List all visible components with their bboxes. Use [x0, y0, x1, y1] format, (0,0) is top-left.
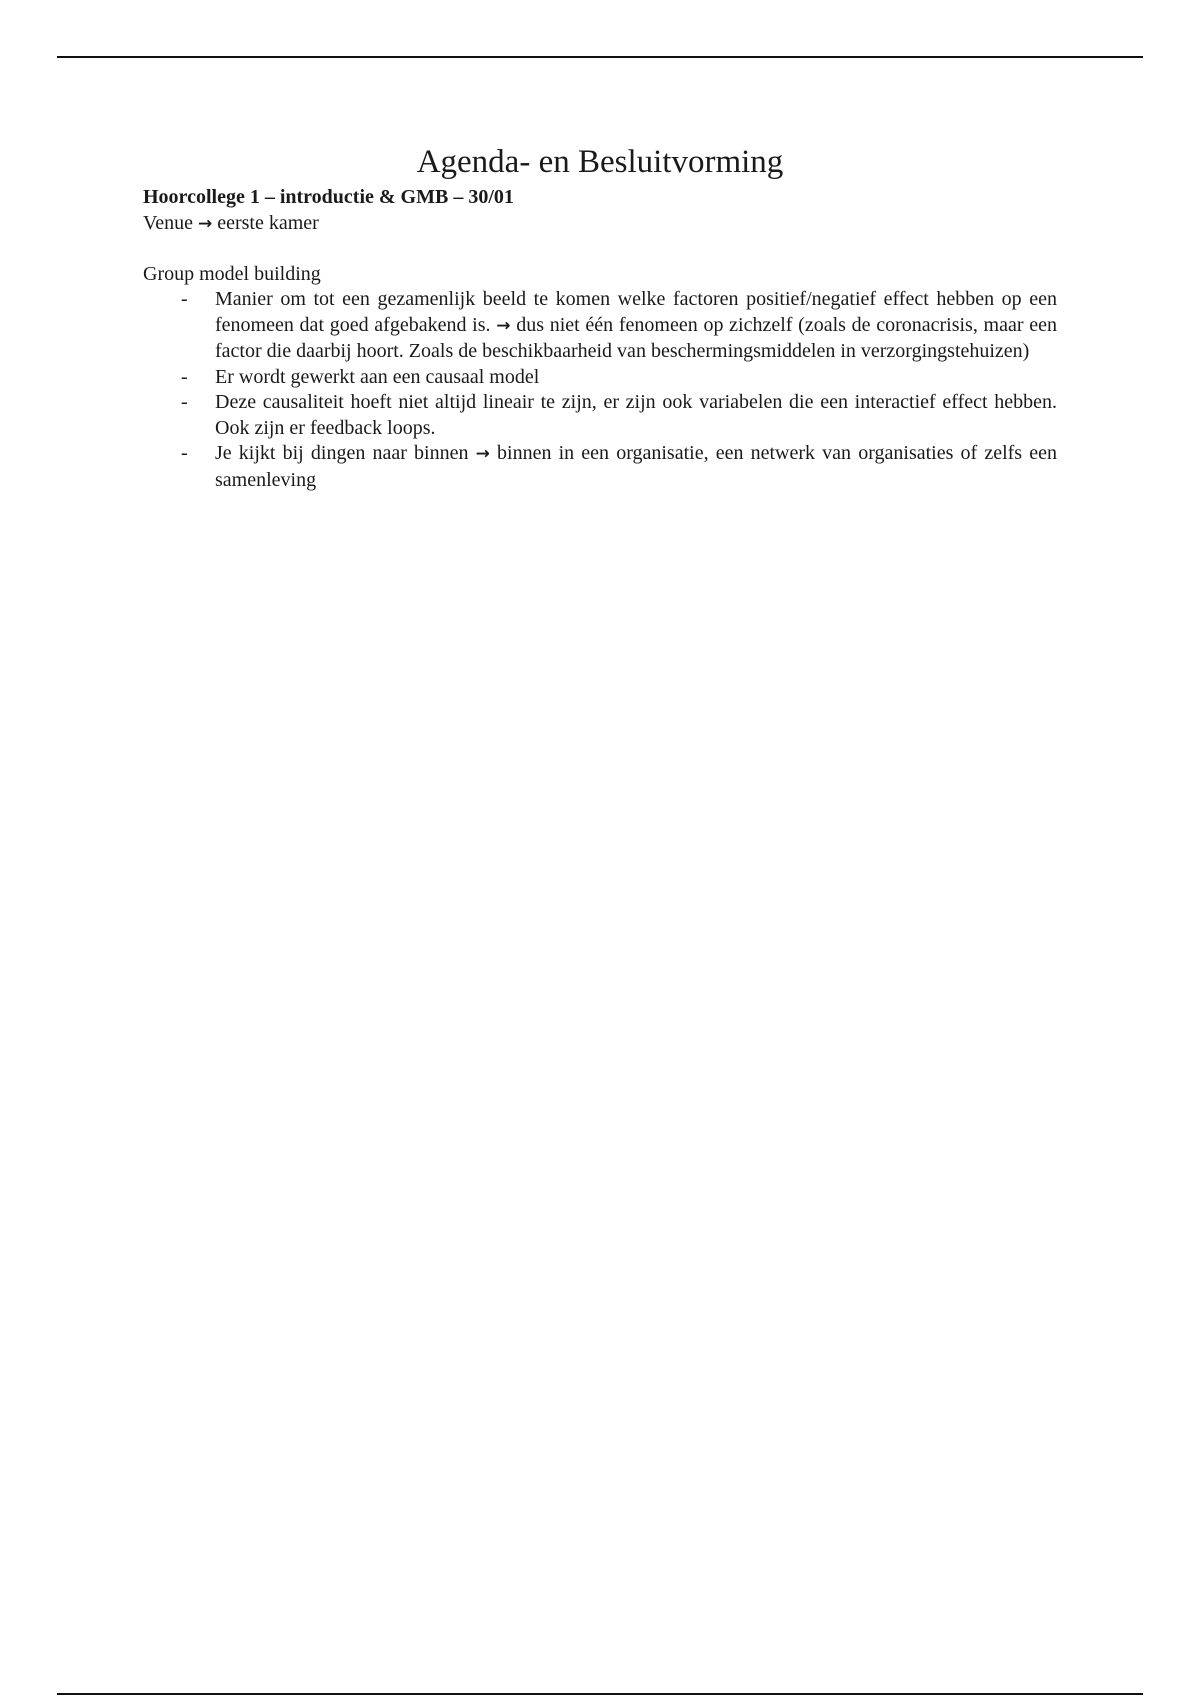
arrow-right-icon: → — [496, 315, 511, 336]
bullet-list — [143, 287, 1057, 493]
list-item — [143, 390, 1057, 441]
venue-value: eerste kamer — [212, 212, 319, 234]
list-item — [143, 441, 1057, 493]
list-item-text: Manier om tot een gezamenlijk beeld te komen welke factoren positief/negatief effect hebben op een fenomeen dat goed afgebakend is. → dus niet één fenomeen op zichzelf (zoals de coronacrisis, maar een factor die daarbij hoort. Zoals de beschikbaarheid van beschermingsmiddelen in verzorgingstehuizen) — [215, 288, 1057, 362]
list-item-text: Deze causaliteit hoeft niet altijd lineair te zijn, er zijn ook variabelen die een interactief effect hebben. Ook zijn er feedback loops. — [215, 391, 1057, 439]
bullet-marker: - — [181, 442, 188, 464]
header-rule — [57, 56, 1143, 58]
document-title: Agenda- en Besluitvorming — [416, 144, 784, 180]
bullet-marker: - — [181, 391, 188, 413]
bullet-marker: - — [181, 288, 188, 310]
list-item-text: Je kijkt bij dingen naar binnen → binnen in een organisatie, een netwerk van organisaties of zelfs een samenleving — [215, 442, 1057, 491]
lecture-subtitle: Hoorcollege 1 – introductie & GMB – 30/01 — [143, 186, 514, 208]
paragraph-spacer — [143, 237, 1057, 262]
list-item — [143, 287, 1057, 365]
venue-line — [143, 211, 1057, 237]
venue-label: Venue — [143, 212, 198, 234]
document-body — [143, 140, 1057, 493]
arrow-right-icon: → — [475, 444, 490, 464]
bullet-marker: - — [181, 365, 188, 388]
section-heading: Group model building — [143, 263, 321, 285]
list-item-text: Er wordt gewerkt aan een causaal model — [215, 365, 540, 388]
arrow-right-icon: → — [197, 214, 213, 234]
list-item — [143, 365, 1057, 391]
footer-rule — [57, 1693, 1143, 1695]
